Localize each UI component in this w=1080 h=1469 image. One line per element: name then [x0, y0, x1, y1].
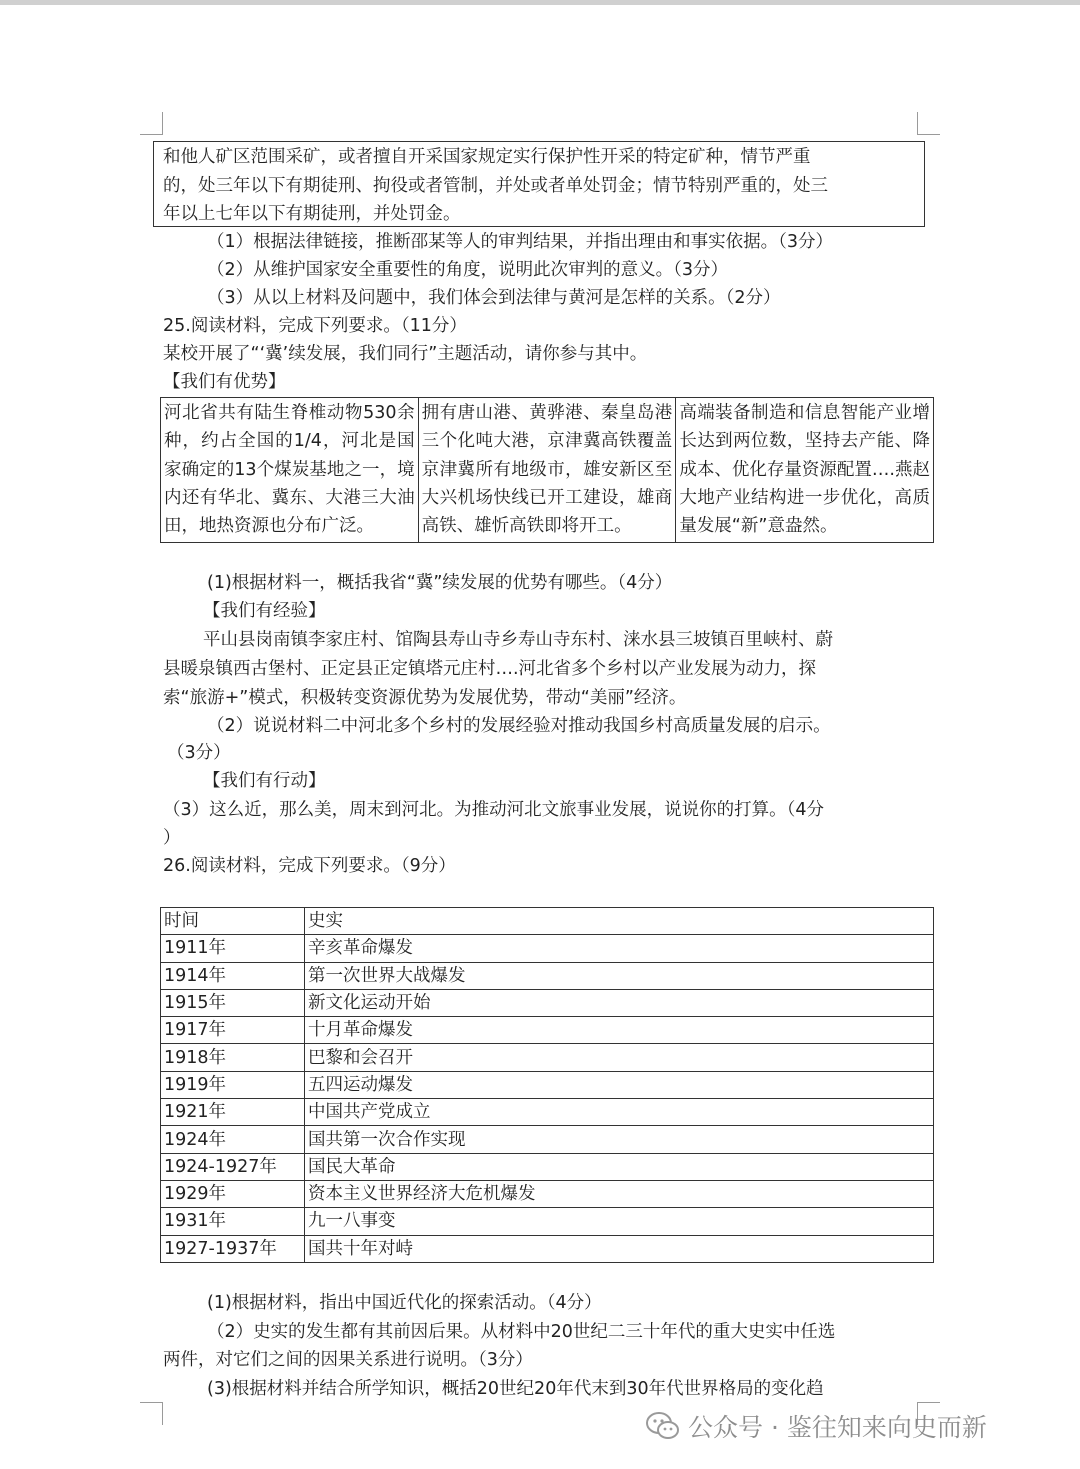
- law-line: 年以上七年以下有期徒刑，并处罚金。: [163, 204, 461, 224]
- table-row: [161, 935, 934, 962]
- section-heading-advantage: 【我们有优势】: [163, 372, 286, 392]
- q24-sub2: （2）从维护国家安全重要性的角度，说明此次审判的意义。（3分）: [207, 260, 729, 280]
- row-year: 1924年: [161, 1126, 305, 1153]
- header-event: 史实: [305, 908, 934, 935]
- row-year: 1921年: [161, 1099, 305, 1126]
- table-row: [161, 989, 934, 1016]
- row-year: 1911年: [161, 935, 305, 962]
- watermark-text: 公众号 · 鉴往知来向史而新: [688, 1413, 987, 1442]
- law-line: 和他人矿区范围采矿，或者擅自开采国家规定实行保护性开采的特定矿种，情节严重: [163, 147, 811, 167]
- row-year: 1931年: [161, 1208, 305, 1235]
- q26-sub2-cont: 两件，对它们之间的因果关系进行说明。（3分）: [163, 1350, 533, 1370]
- advantage-cell-3: 高端装备制造和信息智能产业增长达到两位数，坚持去产能、降成本、优化存量资源配置….燕赵大地产业结构进一步优化，高质量发展“新”意盎然。: [676, 398, 934, 543]
- table-row: [161, 1235, 934, 1262]
- row-year: 1915年: [161, 989, 305, 1016]
- row-event: 九一八事变: [305, 1208, 934, 1235]
- table-row: [161, 1180, 934, 1207]
- q25-sub3: （3）这么近，那么美，周末到河北。为推动河北文旅事业发展，说说你的打算。（4分: [163, 800, 825, 820]
- experience-line: 县暖泉镇西古堡村、正定县正定镇塔元庄村….河北省多个乡村以产业发展为动力，探: [163, 659, 817, 679]
- table-row: [161, 962, 934, 989]
- table-row: [161, 1126, 934, 1153]
- q24-sub1: （1）根据法律链接，推断邵某等人的审判结果，并指出理由和事实依据。（3分）: [207, 232, 834, 252]
- q26-title: 26.阅读材料，完成下列要求。（9分）: [163, 856, 456, 876]
- row-year: 1919年: [161, 1071, 305, 1098]
- section-heading-experience: 【我们有经验】: [203, 601, 326, 621]
- row-event: 第一次世界大战爆发: [305, 962, 934, 989]
- table-header-row: [161, 908, 934, 935]
- q25-sub2-score: （3分）: [167, 743, 231, 763]
- header-time: 时间: [161, 908, 305, 935]
- law-excerpt-box: [153, 141, 925, 227]
- row-event: 辛亥革命爆发: [305, 935, 934, 962]
- q25-intro: 某校开展了“‘冀’续发展，我们同行”主题活动，请你参与其中。: [163, 344, 648, 364]
- row-event: 巴黎和会召开: [305, 1044, 934, 1071]
- row-event: 资本主义世界经济大危机爆发: [305, 1180, 934, 1207]
- row-event: 国民大革命: [305, 1153, 934, 1180]
- q26-sub1: (1)根据材料，指出中国近代化的探索活动。（4分）: [207, 1293, 602, 1313]
- row-year: 1918年: [161, 1044, 305, 1071]
- row-year: 1914年: [161, 962, 305, 989]
- watermark: [646, 1406, 987, 1446]
- table-row: [161, 1017, 934, 1044]
- q26-sub2: （2）史实的发生都有其前因后果。从材料中20世纪二三十年代的重大史实中任选: [207, 1322, 836, 1342]
- advantage-table: [160, 397, 934, 543]
- row-event: 国共十年对峙: [305, 1235, 934, 1262]
- experience-line: 平山县岗南镇李家庄村、馆陶县寿山寺乡寿山寺东村、涞水县三坡镇百里峡村、蔚: [203, 630, 833, 650]
- law-line: 的，处三年以下有期徒刑、拘役或者管制，并处或者单处罚金；情节特别严重的，处三: [163, 175, 828, 196]
- advantage-cell-1: 河北省共有陆生脊椎动物530余种，约占全国的1/4，河北是国家确定的13个煤炭基地之一，境内还有华北、冀东、大港三大油田，地热资源也分布广泛。: [161, 398, 419, 543]
- row-event: 中国共产党成立: [305, 1099, 934, 1126]
- row-year: 1929年: [161, 1180, 305, 1207]
- table-row: [161, 1208, 934, 1235]
- q25-title: 25.阅读材料，完成下列要求。（11分）: [163, 316, 467, 336]
- row-event: 国共第一次合作实现: [305, 1126, 934, 1153]
- table-row: [161, 1153, 934, 1180]
- q24-sub3: （3）从以上材料及问题中，我们体会到法律与黄河是怎样的关系。（2分）: [207, 288, 781, 308]
- row-event: 新文化运动开始: [305, 989, 934, 1016]
- table-row: [161, 1044, 934, 1071]
- table-row: [161, 398, 934, 543]
- q25-sub2: （2）说说材料二中河北多个乡村的发展经验对推动我国乡村高质量发展的启示。: [207, 716, 831, 736]
- row-year: 1924-1927年: [161, 1153, 305, 1180]
- section-heading-action: 【我们有行动】: [203, 771, 326, 791]
- row-event: 五四运动爆发: [305, 1071, 934, 1098]
- q25-sub3-end: ）: [163, 828, 181, 848]
- advantage-cell-2: 拥有唐山港、黄骅港、秦皇岛港三个化吨大港，京津冀高铁覆盖京津冀所有地级市，雄安新区至大兴机场快线已开工建设，雄商高铁、雄忻高铁即将开工。: [418, 398, 676, 543]
- row-year: 1917年: [161, 1017, 305, 1044]
- row-year: 1927-1937年: [161, 1235, 305, 1262]
- wechat-icon: [646, 1411, 680, 1441]
- q25-sub1: (1)根据材料一，概括我省“冀”续发展的优势有哪些。（4分）: [207, 573, 673, 593]
- row-event: 十月革命爆发: [305, 1017, 934, 1044]
- history-table: [160, 907, 934, 1263]
- experience-line: 索“旅游+”模式，积极转变资源优势为发展优势，带动“美丽”经济。: [163, 688, 687, 708]
- table-row: [161, 1099, 934, 1126]
- q26-sub3: (3)根据材料并结合所学知识，概括20世纪20年代末到30年代世界格局的变化趋: [207, 1379, 824, 1399]
- table-row: [161, 1071, 934, 1098]
